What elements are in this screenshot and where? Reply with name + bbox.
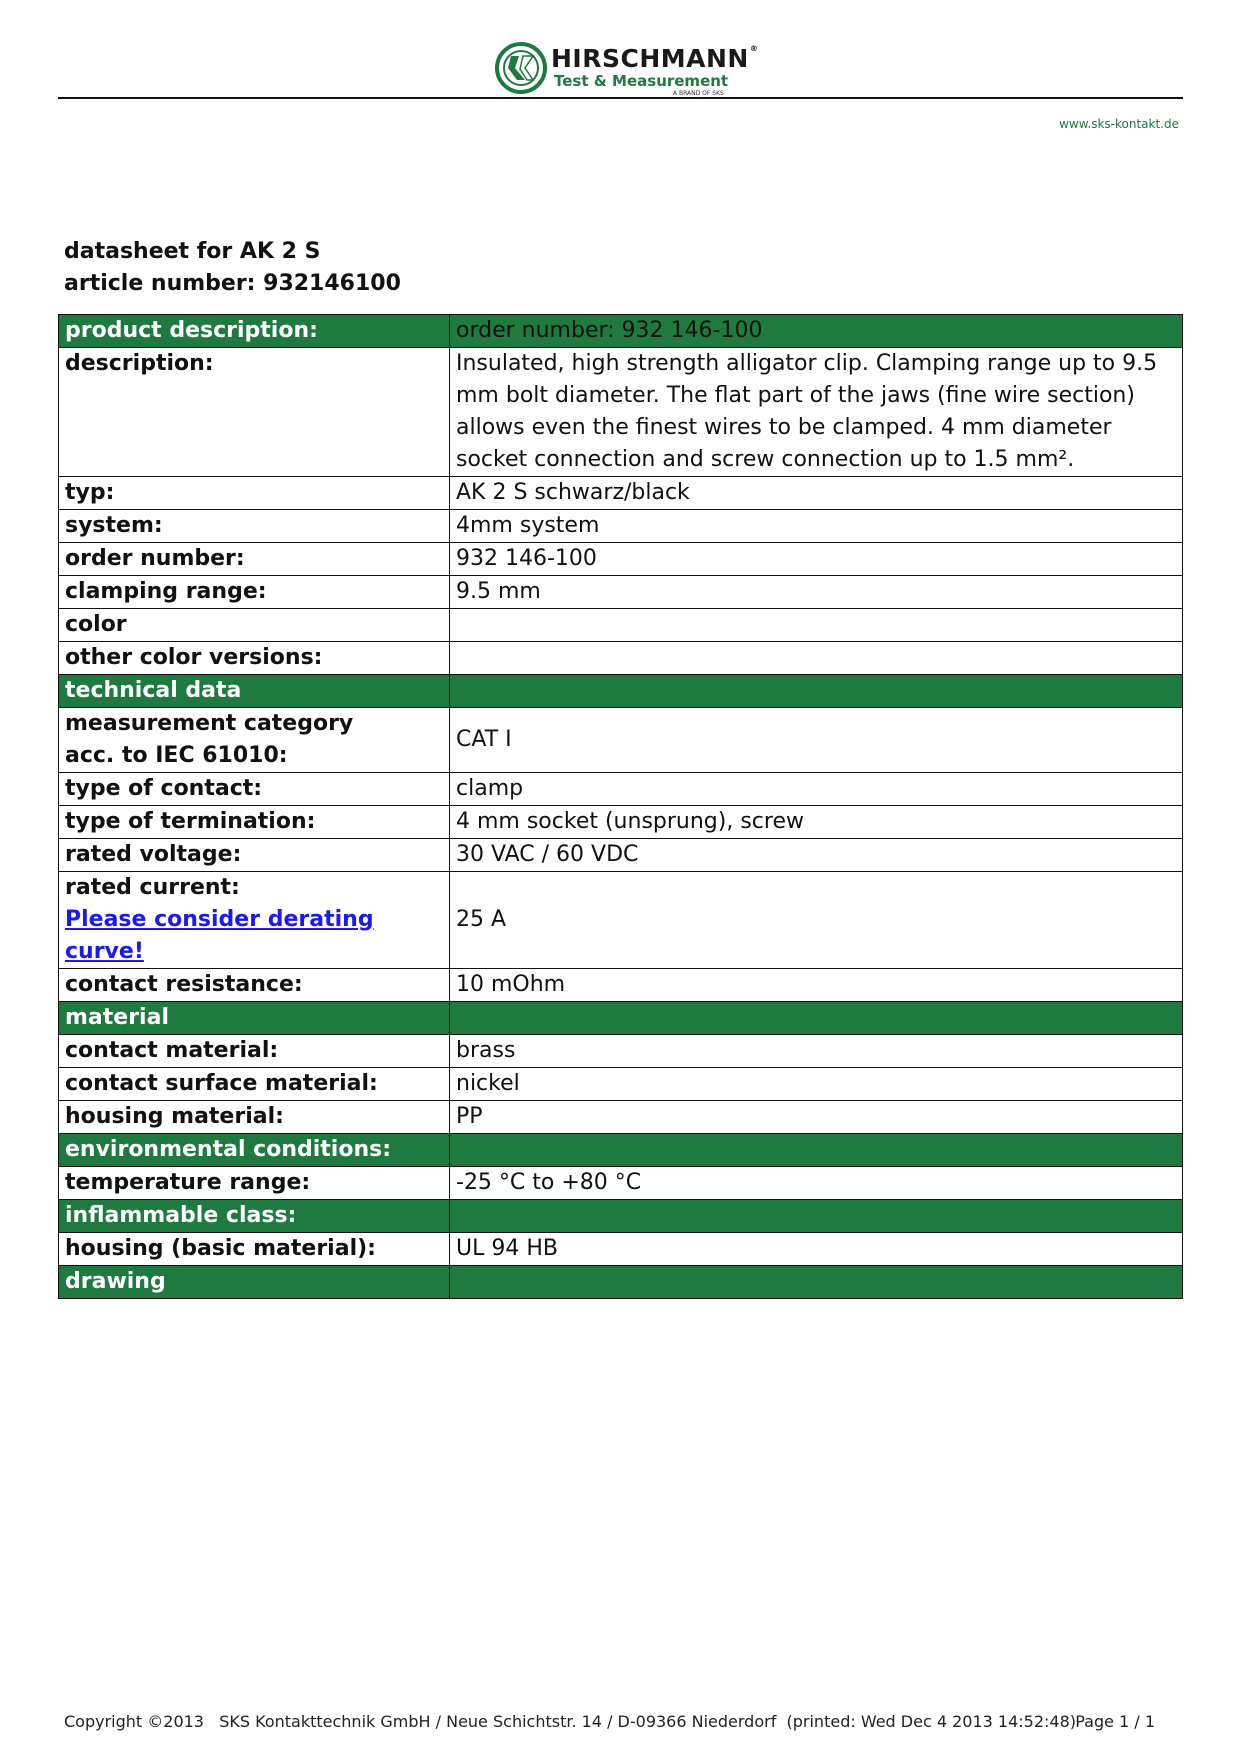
brand-subtitle: Test & Measurement: [554, 72, 729, 90]
row-value: nickel: [450, 1068, 1183, 1101]
row-label: clamping range:: [59, 576, 450, 609]
table-section-row: [59, 1134, 1183, 1167]
brand-tagline: A BRAND OF SKS: [673, 90, 724, 97]
table-row: [59, 576, 1183, 609]
table-row: [59, 806, 1183, 839]
row-value: 4 mm socket (unsprung), screw: [450, 806, 1183, 839]
table-row: [59, 839, 1183, 872]
hirschmann-logo: [495, 40, 759, 100]
section-label: material: [59, 1002, 450, 1035]
row-label: type of termination:: [59, 806, 450, 839]
row-label: system:: [59, 510, 450, 543]
table-section-row: [59, 1266, 1183, 1299]
table-row: [59, 708, 1183, 773]
row-value: PP: [450, 1101, 1183, 1134]
table-row: [59, 1035, 1183, 1068]
row-value: [450, 675, 1183, 708]
row-value: order number: 932 146-100: [450, 315, 1183, 348]
table-row: [59, 1233, 1183, 1266]
table-row: [59, 315, 1183, 348]
row-value: brass: [450, 1035, 1183, 1068]
row-value: -25 °C to +80 °C: [450, 1167, 1183, 1200]
row-value: [450, 1266, 1183, 1299]
table-row: [59, 872, 1183, 969]
derating-curve-link[interactable]: Please consider derating curve!: [65, 907, 374, 964]
row-value: 9.5 mm: [450, 576, 1183, 609]
row-value: Insulated, high strength alligator clip. Clamping range up to 9.5 mm bolt diameter. The flat part of the jaws (fine wire section) allows even the finest wires to be clamped. 4 mm diameter socket connection and screw connection up to 1.5 mm².: [450, 348, 1183, 477]
row-label: typ:: [59, 477, 450, 510]
section-label: technical data: [59, 675, 450, 708]
table-row: [59, 477, 1183, 510]
table-row: [59, 510, 1183, 543]
row-label: housing (basic material):: [59, 1233, 450, 1266]
row-value: 30 VAC / 60 VDC: [450, 839, 1183, 872]
row-value: [450, 1200, 1183, 1233]
footer-page-number: Page 1 / 1: [1075, 1712, 1155, 1731]
row-label: description:: [59, 348, 450, 477]
table-row: [59, 1101, 1183, 1134]
brand-name: HIRSCHMANN®: [551, 44, 759, 73]
row-value: 25 A: [450, 872, 1183, 969]
title-line-article-number: article number: 932146100: [64, 271, 401, 296]
section-label: environmental conditions:: [59, 1134, 450, 1167]
table-row: [59, 609, 1183, 642]
spec-table: [58, 314, 1183, 1299]
row-value: clamp: [450, 773, 1183, 806]
title-line-product: datasheet for AK 2 S: [64, 239, 321, 264]
table-section-row: [59, 1200, 1183, 1233]
section-label: drawing: [59, 1266, 450, 1299]
row-label: contact surface material:: [59, 1068, 450, 1101]
row-label: housing material:: [59, 1101, 450, 1134]
website-link[interactable]: www.sks-kontakt.de: [1059, 117, 1179, 131]
row-value: [450, 609, 1183, 642]
hirschmann-logo-mark-icon: [495, 42, 547, 94]
row-label: contact material:: [59, 1035, 450, 1068]
table-row: [59, 348, 1183, 477]
row-value: AK 2 S schwarz/black: [450, 477, 1183, 510]
row-value: 932 146-100: [450, 543, 1183, 576]
table-row: [59, 1167, 1183, 1200]
row-value: UL 94 HB: [450, 1233, 1183, 1266]
row-value: CAT I: [450, 708, 1183, 773]
header-divider: [58, 97, 1183, 99]
row-label: rated voltage:: [59, 839, 450, 872]
row-label: other color versions:: [59, 642, 450, 675]
document-title: [64, 236, 401, 300]
table-row: [59, 543, 1183, 576]
table-row: [59, 773, 1183, 806]
row-value: 4mm system: [450, 510, 1183, 543]
row-label: temperature range:: [59, 1167, 450, 1200]
table-section-row: [59, 1002, 1183, 1035]
row-label: product description:: [59, 315, 450, 348]
row-label: contact resistance:: [59, 969, 450, 1002]
row-value: [450, 642, 1183, 675]
row-label-line: rated current:: [65, 875, 240, 900]
table-section-row: [59, 675, 1183, 708]
row-label-line: acc. to IEC 61010:: [65, 743, 288, 768]
row-value: 10 mOhm: [450, 969, 1183, 1002]
footer-copyright: Copyright ©2013 SKS Kontakttechnik GmbH / Neue Schichtstr. 14 / D-09366 Niederdorf (printed: Wed Dec 4 2013 14:52:48): [64, 1712, 1077, 1731]
row-value: [450, 1002, 1183, 1035]
row-label: [59, 872, 450, 969]
table-row: [59, 642, 1183, 675]
table-row: [59, 969, 1183, 1002]
row-label: color: [59, 609, 450, 642]
row-label: order number:: [59, 543, 450, 576]
section-label: inflammable class:: [59, 1200, 450, 1233]
table-row: [59, 1068, 1183, 1101]
row-value: [450, 1134, 1183, 1167]
row-label-line: measurement category: [65, 711, 354, 736]
row-label: [59, 708, 450, 773]
row-label: type of contact:: [59, 773, 450, 806]
